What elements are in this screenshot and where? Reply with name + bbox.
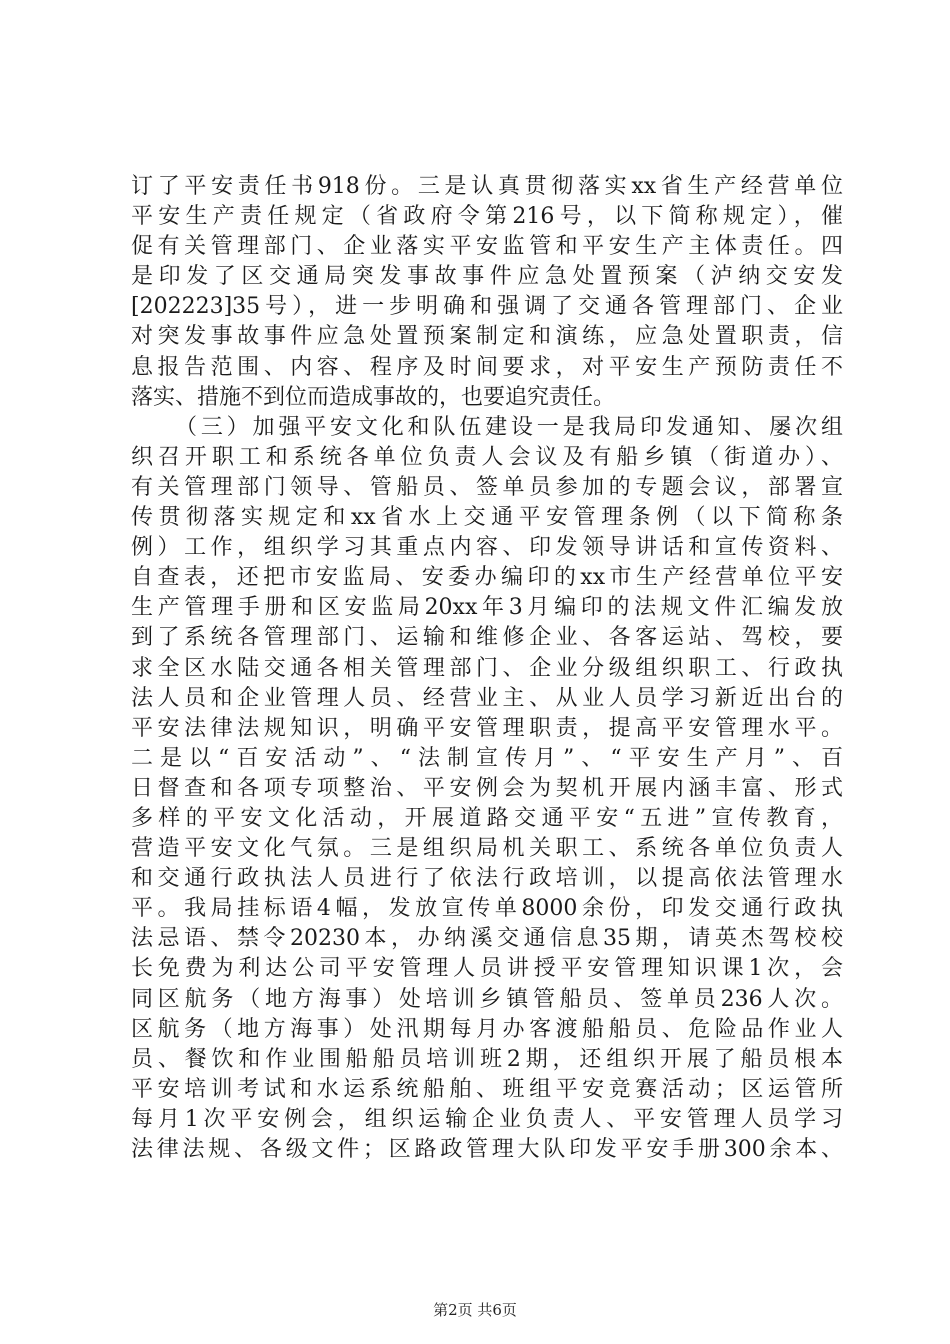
text-line: 二是以“百安活动”、“法制宣传月”、“平安生产月”、百: [131, 745, 843, 771]
section-heading-line: （三）加强平安文化和队伍建设一是我局印发通知、屡次组: [175, 414, 843, 440]
text-line: 平安生产责任规定（省政府令第216号，以下简称规定），催: [131, 204, 843, 230]
text-line: 生产管理手册和区安监局20xx年3月编印的法规文件汇编发放: [131, 595, 843, 621]
text-line: 长免费为利达公司平安管理人员讲授平安管理知识课1次，会: [131, 956, 843, 982]
text-line: 营造平安文化气氛。三是组织局机关职工、系统各单位负责人: [131, 836, 843, 862]
text-line: 平。我局挂标语4幅，发放宣传单8000余份，印发交通行政执: [131, 896, 843, 922]
text-line: 多样的平安文化活动，开展道路交通平安“五进”宣传教育，: [131, 805, 843, 831]
text-line: [202223]35号），进一步明确和强调了交通各管理部门、企业: [131, 294, 843, 320]
text-line: 和交通行政执法人员进行了依法行政培训，以提高依法管理水: [131, 866, 843, 892]
text-line: 到了系统各管理部门、运输和维修企业、各客运站、驾校，要: [131, 625, 843, 651]
text-line: 区航务（地方海事）处汛期每月办客渡船船员、危险品作业人: [131, 1016, 843, 1042]
text-line: 每月1次平安例会，组织运输企业负责人、平安管理人员学习: [131, 1106, 843, 1132]
text-line: 传贯彻落实规定和xx省水上交通平安管理条例（以下简称条: [131, 505, 843, 531]
text-line: 有关管理部门领导、管船员、签单员参加的专题会议，部署宣: [131, 474, 843, 500]
text-line: 法人员和企业管理人员、经营业主、从业人员学习新近出台的: [131, 685, 843, 711]
text-line: 日督查和各项专项整治、平安例会为契机开展内涵丰富、形式: [131, 775, 843, 801]
text-line: 订了平安责任书918份。三是认真贯彻落实xx省生产经营单位: [131, 174, 843, 199]
text-line: 促有关管理部门、企业落实平安监管和平安生产主体责任。四: [131, 234, 843, 260]
text-line: 平安法律法规知识，明确平安管理职责，提高平安管理水平。: [131, 715, 843, 741]
text-line: 对突发事故事件应急处置预案制定和演练，应急处置职责，信: [131, 324, 843, 350]
text-line: 求全区水陆交通各相关管理部门、企业分级组织职工、行政执: [131, 655, 843, 681]
text-line: 息报告范围、内容、程序及时间要求，对平安生产预防责任不: [131, 354, 843, 380]
page-number-footer: 第2页 共6页: [433, 1301, 517, 1319]
body-text: [131, 172, 843, 1165]
text-line: 法律法规、各级文件；区路政管理大队印发平安手册300余本、: [131, 1137, 843, 1162]
text-line: 例）工作，组织学习其重点内容、印发领导讲话和宣传资料、: [131, 535, 843, 561]
text-line: 自查表，还把市安监局、安委办编印的xx市生产经营单位平安: [131, 565, 843, 591]
text-line: 员、餐饮和作业围船船员培训班2期，还组织开展了船员根本: [131, 1046, 843, 1072]
text-line: 法忌语、禁令20230本，办纳溪交通信息35期，请英杰驾校校: [131, 926, 843, 952]
text-line: 落实、措施不到位而造成事故的，也要追究责任。: [131, 384, 616, 410]
text-line: 是印发了区交通局突发事故事件应急处置预案（泸纳交安发: [131, 264, 843, 290]
text-line: 织召开职工和系统各单位负责人会议及有船乡镇（街道办）、: [131, 444, 843, 470]
text-line: 同区航务（地方海事）处培训乡镇管船员、签单员236人次。: [131, 986, 843, 1012]
text-line: 平安培训考试和水运系统船舶、班组平安竞赛活动；区运管所: [131, 1076, 843, 1102]
